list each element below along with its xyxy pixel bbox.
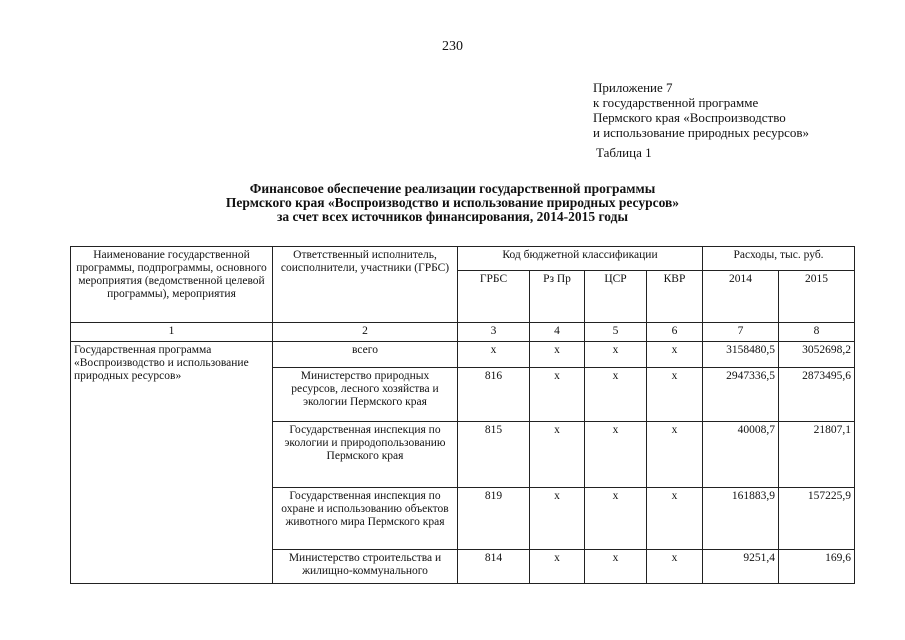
column-number: 3 xyxy=(458,323,530,342)
title-line: Финансовое обеспечение реализации государственной программы xyxy=(249,181,656,196)
csr-cell: х xyxy=(585,550,647,584)
grbs-cell: 816 xyxy=(458,368,530,422)
expense-2014-cell: 9251,4 xyxy=(703,550,779,584)
kvr-cell: х xyxy=(647,488,703,550)
header-year-2015: 2015 xyxy=(779,271,855,323)
financing-table xyxy=(70,246,855,584)
executor-cell: Министерство строительства и жилищно-коммунального xyxy=(273,550,458,584)
header-expenses: Расходы, тыс. руб. xyxy=(703,247,855,271)
rzpr-cell: х xyxy=(530,368,585,422)
appendix-line: к государственной программе xyxy=(593,95,759,110)
title-line: Пермского края «Воспроизводство и использование природных ресурсов» xyxy=(225,195,680,210)
expense-2014-cell: 161883,9 xyxy=(703,488,779,550)
expense-2015-cell: 3052698,2 xyxy=(779,342,855,368)
column-number: 7 xyxy=(703,323,779,342)
column-number: 6 xyxy=(647,323,703,342)
expense-2015-cell: 169,6 xyxy=(779,550,855,584)
executor-cell: Министерство природных ресурсов, лесного хозяйства и экологии Пермского края xyxy=(273,368,458,422)
page-number: 230 xyxy=(442,39,463,54)
appendix-line: и использование природных ресурсов» xyxy=(593,125,810,140)
header-program-name: Наименование государственной программы, подпрограммы, основного мероприятия (ведомственной целевой программы), мероприятия xyxy=(71,247,273,323)
column-number: 4 xyxy=(530,323,585,342)
column-number: 1 xyxy=(71,323,273,342)
header-kvr: КВР xyxy=(647,271,703,323)
expense-2014-cell: 3158480,5 xyxy=(703,342,779,368)
header-budget-code: Код бюджетной классификации xyxy=(458,247,703,271)
kvr-cell: х xyxy=(647,550,703,584)
header-executor: Ответственный исполнитель, соисполнители, участники (ГРБС) xyxy=(273,247,458,323)
csr-cell: х xyxy=(585,488,647,550)
rzpr-cell: х xyxy=(530,422,585,488)
document-title xyxy=(0,182,905,224)
expense-2014-cell: 40008,7 xyxy=(703,422,779,488)
expense-2015-cell: 157225,9 xyxy=(779,488,855,550)
appendix-line: Пермского края «Воспроизводство xyxy=(593,110,786,125)
grbs-cell: х xyxy=(458,342,530,368)
header-year-2014: 2014 xyxy=(703,271,779,323)
grbs-cell: 814 xyxy=(458,550,530,584)
expense-2014-cell: 2947336,5 xyxy=(703,368,779,422)
header-grbs: ГРБС xyxy=(458,271,530,323)
column-number: 5 xyxy=(585,323,647,342)
executor-cell: Государственная инспекция по охране и использованию объектов животного мира Пермского края xyxy=(273,488,458,550)
rzpr-cell: х xyxy=(530,550,585,584)
executor-cell: Государственная инспекция по экологии и природопользованию Пермского края xyxy=(273,422,458,488)
csr-cell: х xyxy=(585,342,647,368)
executor-cell: всего xyxy=(273,342,458,368)
csr-cell: х xyxy=(585,368,647,422)
table-label: Таблица 1 xyxy=(596,145,652,160)
header-rzpr: Рз Пр xyxy=(530,271,585,323)
grbs-cell: 815 xyxy=(458,422,530,488)
title-line: за счет всех источников финансирования, 2014-2015 годы xyxy=(277,209,628,224)
rzpr-cell: х xyxy=(530,342,585,368)
csr-cell: х xyxy=(585,422,647,488)
table-row xyxy=(71,342,855,368)
expense-2015-cell: 21807,1 xyxy=(779,422,855,488)
program-name-cell: Государственная программа «Воспроизводство и использование природных ресурсов» xyxy=(71,342,273,584)
kvr-cell: х xyxy=(647,342,703,368)
column-number: 8 xyxy=(779,323,855,342)
appendix-line: Приложение 7 xyxy=(593,80,673,95)
column-number: 2 xyxy=(273,323,458,342)
expense-2015-cell: 2873495,6 xyxy=(779,368,855,422)
kvr-cell: х xyxy=(647,422,703,488)
appendix-note xyxy=(593,80,809,140)
grbs-cell: 819 xyxy=(458,488,530,550)
rzpr-cell: х xyxy=(530,488,585,550)
header-csr: ЦСР xyxy=(585,271,647,323)
kvr-cell: х xyxy=(647,368,703,422)
